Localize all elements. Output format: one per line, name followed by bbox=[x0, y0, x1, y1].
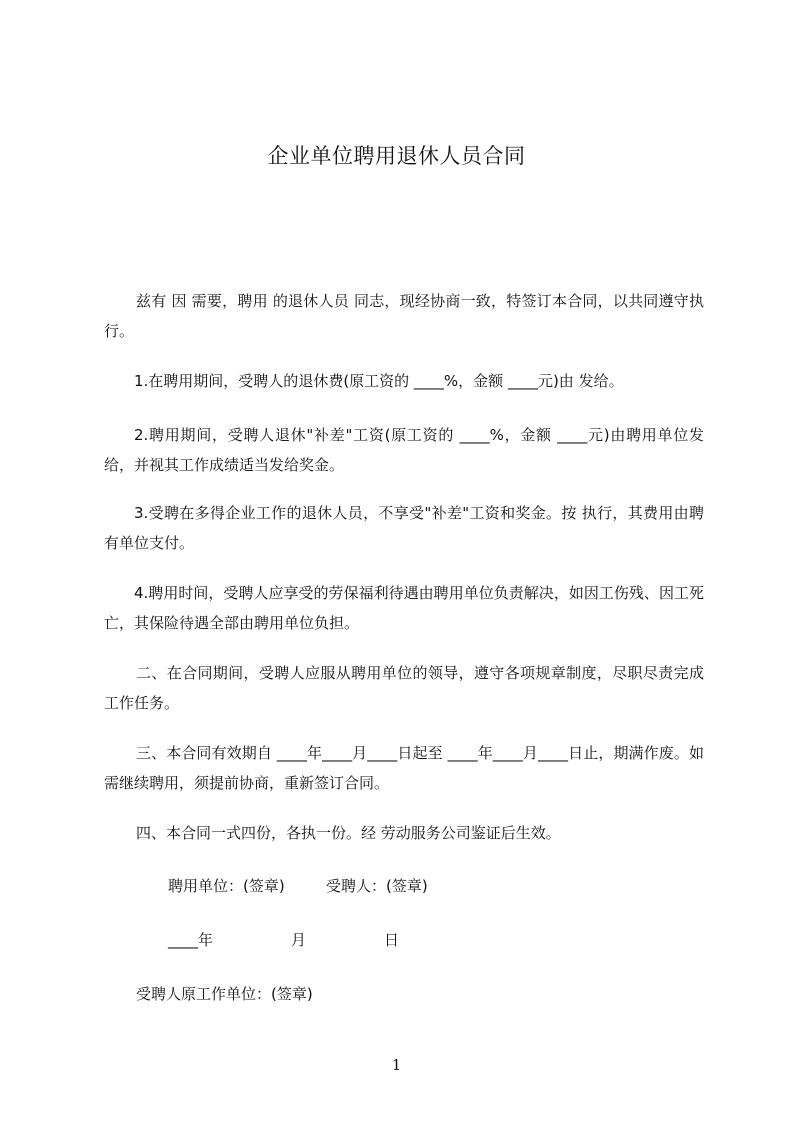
paragraph-section-2: 二、在合同期间，受聘人应服从聘用单位的领导，遵守各项规章制度，尽职尽责完成工作任务。 bbox=[104, 664, 704, 712]
page-number: 1 bbox=[391, 1056, 402, 1074]
date-year: ____年 bbox=[168, 931, 214, 949]
paragraph-section-3: 三、本合同有效期自 ____年____月____日起至 ____年____月____日止，期满作废。如需继续聘用，须提前协商，重新签订合同。 bbox=[104, 744, 704, 792]
paragraph-clause-4: 4.聘用时间，受聘人应享受的劳保福利待遇由聘用单位负责解决，如因工伤残、因工死亡，其保险待遇全部由聘用单位负担。 bbox=[104, 584, 704, 632]
paragraph-clause-1: 1.在聘用期间，受聘人的退休费(原工资的 ____%，金额 ____元)由 发给。 bbox=[134, 372, 624, 390]
paragraph-clause-3: 3.受聘在多得企业工作的退休人员，不享受"补差"工资和奖金。按 执行，其费用由聘有单位支付。 bbox=[104, 504, 704, 552]
date-line bbox=[104, 925, 704, 955]
paragraph-preamble: 兹有 因 需要，聘用 的退休人员 同志，现经协商一致，特签订本合同，以共同遵守执行。 bbox=[104, 292, 704, 340]
date-month: 月 bbox=[291, 931, 307, 949]
employee-signature: 受聘人：(签章) bbox=[326, 877, 428, 895]
original-employer-signature: 受聘人原工作单位：(签章) bbox=[136, 985, 313, 1003]
paragraph-section-4: 四、本合同一式四份，各执一份。经 劳动服务公司鉴证后生效。 bbox=[136, 824, 561, 842]
signature-row bbox=[104, 871, 704, 901]
date-day: 日 bbox=[384, 931, 400, 949]
paragraph-clause-2: 2.聘用期间，受聘人退休"补差"工资(原工资的 ____%，金额 ____元)由聘用单位发给，并视其工作成绩适当发给奖金。 bbox=[104, 426, 704, 474]
document-title: 企业单位聘用退休人员合同 bbox=[267, 144, 526, 168]
employer-signature: 聘用单位：(签章) bbox=[168, 877, 285, 895]
